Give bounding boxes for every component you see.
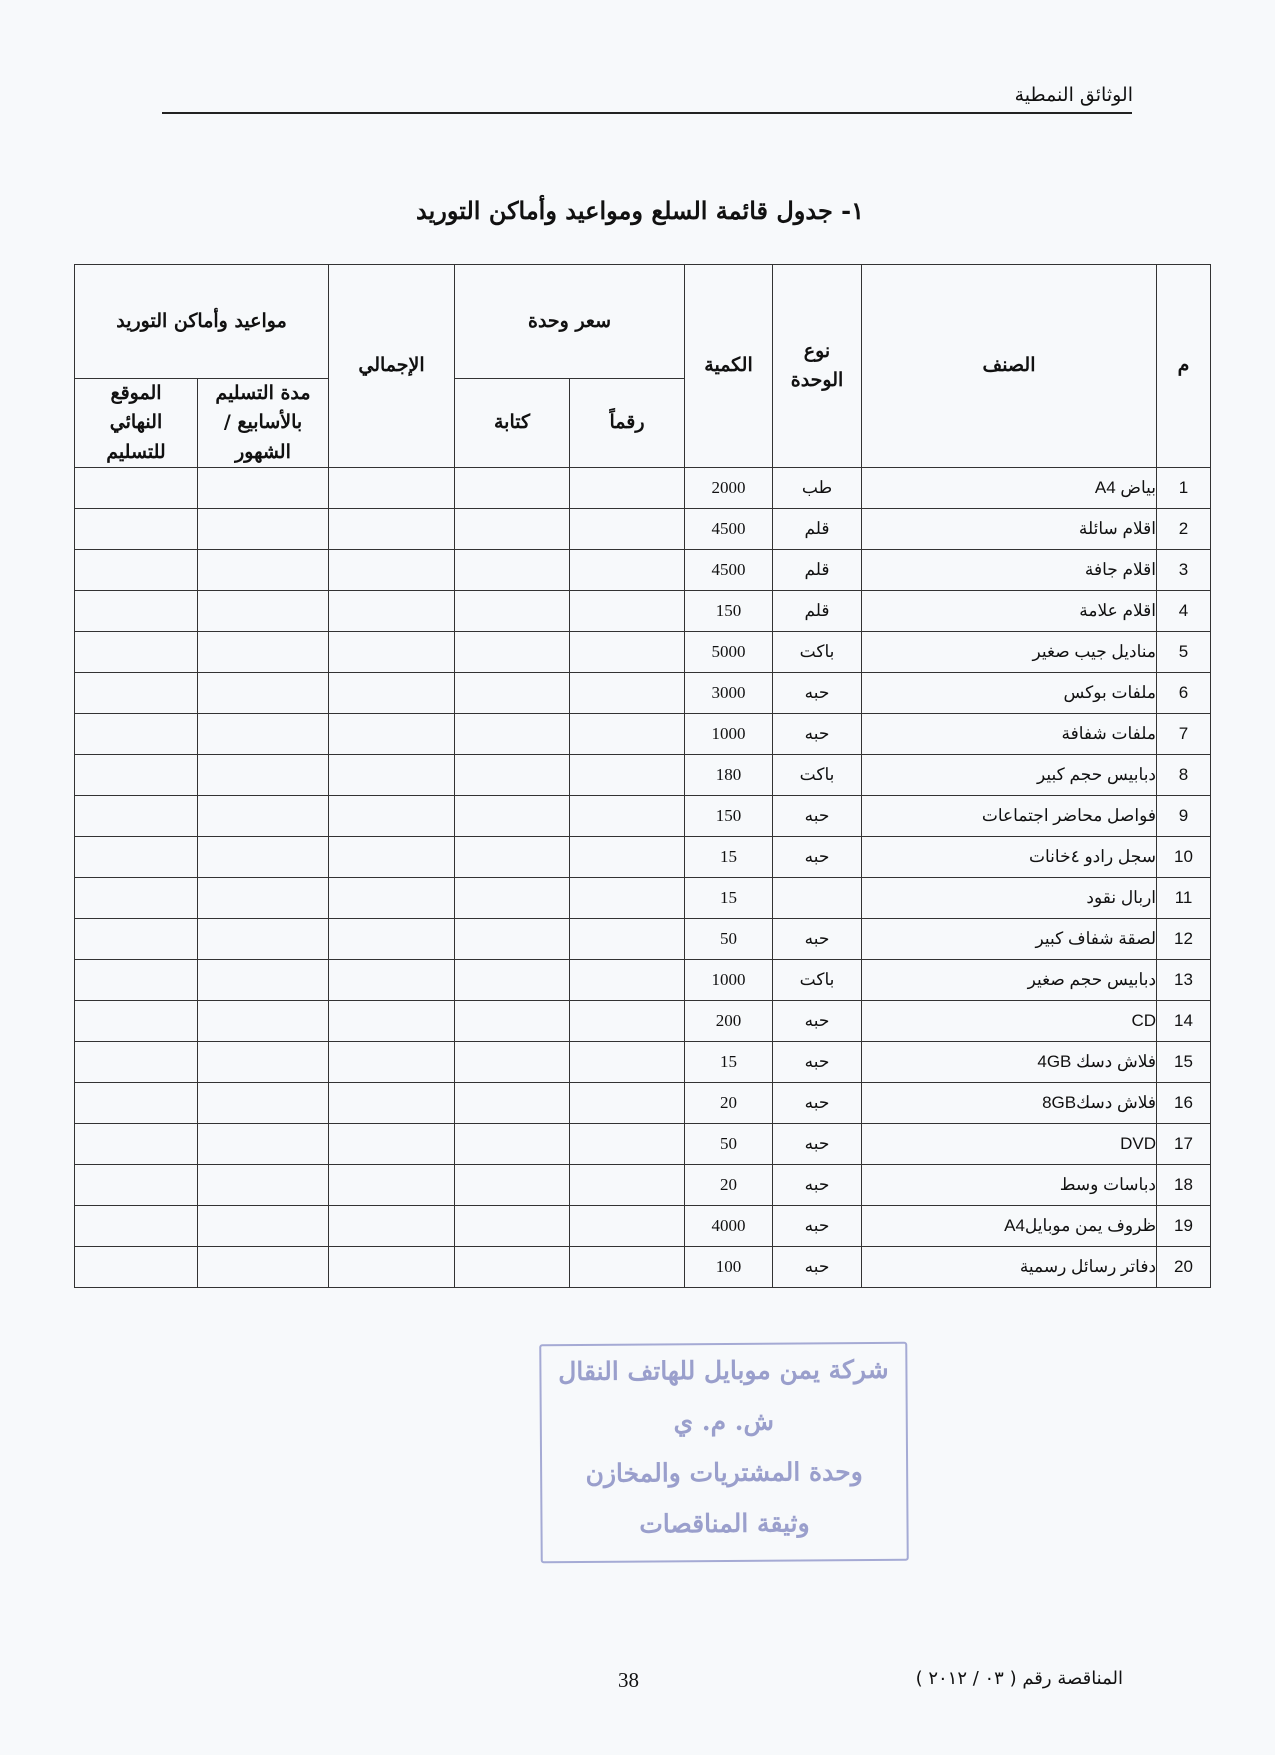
row-number: 15 <box>1157 1042 1211 1083</box>
unit-type: حبه <box>773 919 862 960</box>
col-header-no: م <box>1157 265 1211 468</box>
row-number: 3 <box>1157 550 1211 591</box>
price-digits-cell <box>570 714 685 755</box>
delivery-period-cell <box>198 1247 329 1288</box>
price-digits-cell <box>570 468 685 509</box>
header-divider <box>162 112 1132 114</box>
quantity: 4000 <box>685 1206 773 1247</box>
unit-type: باكت <box>773 960 862 1001</box>
table-row <box>75 796 1211 837</box>
table-row <box>75 509 1211 550</box>
unit-type: حبه <box>773 1165 862 1206</box>
item-name: اربال نقود <box>862 878 1157 919</box>
price-digits-cell <box>570 591 685 632</box>
item-name: DVD <box>862 1124 1157 1165</box>
table-row <box>75 673 1211 714</box>
row-number: 7 <box>1157 714 1211 755</box>
price-digits-cell <box>570 1124 685 1165</box>
price-digits-cell <box>570 837 685 878</box>
item-name: اقلام سائلة <box>862 509 1157 550</box>
price-digits-cell <box>570 1042 685 1083</box>
item-name: فلاش دسك 4GB <box>862 1042 1157 1083</box>
price-digits-cell <box>570 1206 685 1247</box>
delivery-period-cell <box>198 1206 329 1247</box>
delivery-period-cell <box>198 550 329 591</box>
price-digits-cell <box>570 1083 685 1124</box>
row-number: 4 <box>1157 591 1211 632</box>
price-digits-cell <box>570 1247 685 1288</box>
total-cell <box>329 837 455 878</box>
unit-type-label: نوع الوحدة <box>790 339 844 392</box>
quantity: 15 <box>685 878 773 919</box>
table-row <box>75 714 1211 755</box>
table-row <box>75 591 1211 632</box>
quantity: 150 <box>685 796 773 837</box>
delivery-period-cell <box>198 591 329 632</box>
total-cell <box>329 878 455 919</box>
quantity: 2000 <box>685 468 773 509</box>
final-site-cell <box>75 1247 198 1288</box>
final-site-cell <box>75 591 198 632</box>
final-site-cell <box>75 837 198 878</box>
total-cell <box>329 468 455 509</box>
unit-type: حبه <box>773 1042 862 1083</box>
price-words-cell <box>455 1206 570 1247</box>
quantity: 15 <box>685 1042 773 1083</box>
total-cell <box>329 1083 455 1124</box>
final-site-cell <box>75 796 198 837</box>
quantity: 50 <box>685 919 773 960</box>
unit-type: حبه <box>773 1124 862 1165</box>
price-words-cell <box>455 1001 570 1042</box>
price-words-cell <box>455 919 570 960</box>
final-site-cell <box>75 755 198 796</box>
quantity: 150 <box>685 591 773 632</box>
row-number: 14 <box>1157 1001 1211 1042</box>
unit-type <box>773 878 862 919</box>
quantity: 200 <box>685 1001 773 1042</box>
delivery-period-cell <box>198 755 329 796</box>
unit-type: قلم <box>773 509 862 550</box>
delivery-period-cell <box>198 837 329 878</box>
price-words-cell <box>455 1247 570 1288</box>
total-cell <box>329 1124 455 1165</box>
col-header-price-digits: رقماً <box>570 379 685 468</box>
final-site-cell <box>75 878 198 919</box>
table-row <box>75 919 1211 960</box>
price-words-cell <box>455 1165 570 1206</box>
price-digits-cell <box>570 632 685 673</box>
item-name: لصقة شفاف كبير <box>862 919 1157 960</box>
price-digits-cell <box>570 796 685 837</box>
final-site-cell <box>75 714 198 755</box>
price-digits-cell <box>570 1165 685 1206</box>
unit-type: باكت <box>773 755 862 796</box>
table-row <box>75 1001 1211 1042</box>
price-digits-cell <box>570 919 685 960</box>
document-section-title: الوثائق النمطية <box>1014 84 1133 106</box>
unit-type: حبه <box>773 796 862 837</box>
price-words-cell <box>455 960 570 1001</box>
unit-type: طب <box>773 468 862 509</box>
price-digits-cell <box>570 550 685 591</box>
table-row <box>75 1124 1211 1165</box>
col-header-final-site <box>75 379 198 468</box>
row-number: 13 <box>1157 960 1211 1001</box>
table-row <box>75 1042 1211 1083</box>
price-words-cell <box>455 878 570 919</box>
item-name: دباسات وسط <box>862 1165 1157 1206</box>
item-name: CD <box>862 1001 1157 1042</box>
unit-type: حبه <box>773 1001 862 1042</box>
delivery-period-cell <box>198 878 329 919</box>
price-digits-cell <box>570 509 685 550</box>
delivery-period-cell <box>198 919 329 960</box>
item-name: ظروف يمن موبايلA4 <box>862 1206 1157 1247</box>
item-name: دبابيس حجم كبير <box>862 755 1157 796</box>
price-digits-cell <box>570 878 685 919</box>
table-row <box>75 878 1211 919</box>
price-digits-cell <box>570 755 685 796</box>
row-number: 18 <box>1157 1165 1211 1206</box>
total-cell <box>329 550 455 591</box>
price-digits-cell <box>570 960 685 1001</box>
total-cell <box>329 1165 455 1206</box>
item-name: فواصل محاضر اجتماعات <box>862 796 1157 837</box>
price-words-cell <box>455 550 570 591</box>
table-row <box>75 550 1211 591</box>
quantity: 3000 <box>685 673 773 714</box>
price-words-cell <box>455 837 570 878</box>
stamp-line-unit: وحدة المشتريات والمخازن <box>585 1457 863 1488</box>
final-site-cell <box>75 673 198 714</box>
item-name: اقلام جافة <box>862 550 1157 591</box>
col-header-unit-price: سعر وحدة <box>455 265 685 379</box>
price-words-cell <box>455 1083 570 1124</box>
row-number: 19 <box>1157 1206 1211 1247</box>
delivery-period-cell <box>198 509 329 550</box>
unit-type: قلم <box>773 591 862 632</box>
quantity: 100 <box>685 1247 773 1288</box>
item-name: اقلام علامة <box>862 591 1157 632</box>
table-row <box>75 960 1211 1001</box>
row-number: 11 <box>1157 878 1211 919</box>
delivery-period-label: مدة التسليم بالأسابيع / الشهور <box>215 382 311 463</box>
price-words-cell <box>455 714 570 755</box>
total-cell <box>329 1247 455 1288</box>
final-site-cell <box>75 468 198 509</box>
quantity: 1000 <box>685 714 773 755</box>
price-words-cell <box>455 468 570 509</box>
item-name: مناديل جيب صغير <box>862 632 1157 673</box>
item-name: ملفات بوكس <box>862 673 1157 714</box>
delivery-period-cell <box>198 468 329 509</box>
row-number: 16 <box>1157 1083 1211 1124</box>
row-number: 5 <box>1157 632 1211 673</box>
company-stamp <box>539 1342 909 1564</box>
page-number: 38 <box>618 1668 639 1692</box>
total-cell <box>329 714 455 755</box>
row-number: 20 <box>1157 1247 1211 1288</box>
quantity: 50 <box>685 1124 773 1165</box>
total-cell <box>329 960 455 1001</box>
final-site-cell <box>75 509 198 550</box>
unit-type: باكت <box>773 632 862 673</box>
price-words-cell <box>455 632 570 673</box>
row-number: 9 <box>1157 796 1211 837</box>
total-cell <box>329 509 455 550</box>
total-cell <box>329 673 455 714</box>
table-row <box>75 1165 1211 1206</box>
stamp-line-type: ش. م. ي <box>673 1406 775 1437</box>
delivery-period-cell <box>198 1165 329 1206</box>
unit-type: حبه <box>773 1247 862 1288</box>
col-header-total: الإجمالي <box>329 265 455 468</box>
quantity: 1000 <box>685 960 773 1001</box>
table-row <box>75 632 1211 673</box>
total-cell <box>329 591 455 632</box>
price-words-cell <box>455 796 570 837</box>
quantity: 4500 <box>685 509 773 550</box>
quantity: 180 <box>685 755 773 796</box>
table-row <box>75 837 1211 878</box>
delivery-period-cell <box>198 673 329 714</box>
table-heading: ١- جدول قائمة السلع ومواعيد وأماكن التوريد <box>415 196 865 225</box>
table-row <box>75 755 1211 796</box>
goods-schedule-table <box>74 264 1211 1288</box>
total-cell <box>329 632 455 673</box>
price-words-cell <box>455 1042 570 1083</box>
col-header-quantity: الكمية <box>685 265 773 468</box>
final-site-cell <box>75 1206 198 1247</box>
item-name: دفاتر رسائل رسمية <box>862 1247 1157 1288</box>
table-row <box>75 1083 1211 1124</box>
total-cell <box>329 919 455 960</box>
tender-reference: المناقصة رقم ( ٠٣ / ٢٠١٢ ) <box>915 1668 1123 1689</box>
item-name: سجل رادو ٤خانات <box>862 837 1157 878</box>
unit-type: حبه <box>773 714 862 755</box>
delivery-period-cell <box>198 1083 329 1124</box>
table-row <box>75 468 1211 509</box>
col-header-delivery: مواعيد وأماكن التوريد <box>75 265 329 379</box>
final-site-cell <box>75 632 198 673</box>
quantity: 20 <box>685 1165 773 1206</box>
unit-type: حبه <box>773 1206 862 1247</box>
final-site-cell <box>75 1042 198 1083</box>
final-site-cell <box>75 919 198 960</box>
price-words-cell <box>455 673 570 714</box>
col-header-unit-type <box>773 265 862 468</box>
row-number: 17 <box>1157 1124 1211 1165</box>
row-number: 12 <box>1157 919 1211 960</box>
unit-type: قلم <box>773 550 862 591</box>
final-site-cell <box>75 960 198 1001</box>
table-row <box>75 1206 1211 1247</box>
row-number: 2 <box>1157 509 1211 550</box>
goods-table-body <box>75 468 1211 1288</box>
unit-type: حبه <box>773 837 862 878</box>
price-digits-cell <box>570 1001 685 1042</box>
total-cell <box>329 755 455 796</box>
price-words-cell <box>455 755 570 796</box>
price-words-cell <box>455 591 570 632</box>
stamp-line-company: شركة يمن موبايل للهاتف النقال <box>558 1354 889 1387</box>
final-site-cell <box>75 1001 198 1042</box>
delivery-period-cell <box>198 1042 329 1083</box>
total-cell <box>329 1042 455 1083</box>
unit-type: حبه <box>773 1083 862 1124</box>
delivery-period-cell <box>198 796 329 837</box>
row-number: 1 <box>1157 468 1211 509</box>
quantity: 4500 <box>685 550 773 591</box>
col-header-delivery-period <box>198 379 329 468</box>
final-site-cell <box>75 1124 198 1165</box>
table-row <box>75 1247 1211 1288</box>
row-number: 10 <box>1157 837 1211 878</box>
price-words-cell <box>455 509 570 550</box>
delivery-period-cell <box>198 1001 329 1042</box>
delivery-period-cell <box>198 960 329 1001</box>
unit-type: حبه <box>773 673 862 714</box>
total-cell <box>329 1206 455 1247</box>
item-name: فلاش دسك8GB <box>862 1083 1157 1124</box>
col-header-item: الصنف <box>862 265 1157 468</box>
item-name: بياض A4 <box>862 468 1157 509</box>
final-site-label: الموقع النهائي للتسليم <box>106 382 166 463</box>
total-cell <box>329 796 455 837</box>
col-header-price-words: كتابة <box>455 379 570 468</box>
row-number: 6 <box>1157 673 1211 714</box>
final-site-cell <box>75 550 198 591</box>
delivery-period-cell <box>198 714 329 755</box>
price-digits-cell <box>570 673 685 714</box>
delivery-period-cell <box>198 1124 329 1165</box>
quantity: 20 <box>685 1083 773 1124</box>
price-words-cell <box>455 1124 570 1165</box>
quantity: 15 <box>685 837 773 878</box>
row-number: 8 <box>1157 755 1211 796</box>
final-site-cell <box>75 1083 198 1124</box>
delivery-period-cell <box>198 632 329 673</box>
quantity: 5000 <box>685 632 773 673</box>
final-site-cell <box>75 1165 198 1206</box>
item-name: دبابيس حجم صغير <box>862 960 1157 1001</box>
total-cell <box>329 1001 455 1042</box>
item-name: ملفات شفافة <box>862 714 1157 755</box>
stamp-line-doc: وثيقة المناقصات <box>639 1508 810 1539</box>
